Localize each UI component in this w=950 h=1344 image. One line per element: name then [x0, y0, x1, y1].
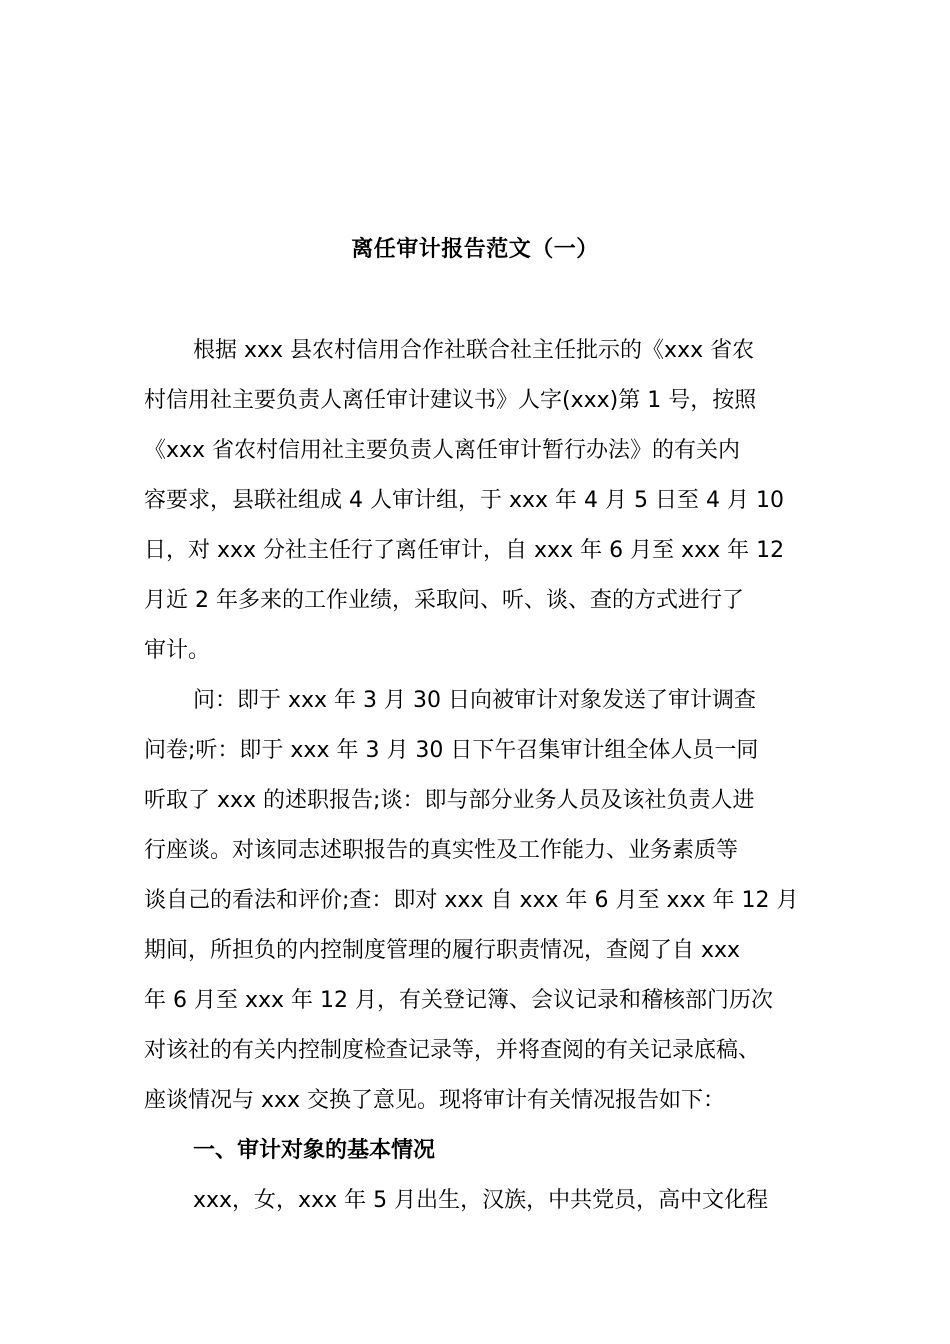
- paragraph-line: 问：即于 xxx 年 3 月 30 日向被审计对象发送了审计调查: [193, 688, 757, 713]
- paragraph-line: 容要求，县联社组成 4 人审计组，于 xxx 年 4 月 5 日至 4 月 10: [144, 488, 784, 513]
- paragraph-line: 期间，所担负的内控制度管理的履行职责情况，查阅了自 xxx: [144, 938, 741, 963]
- paragraph-line: 日，对 xxx 分社主任行了离任审计，自 xxx 年 6 月至 xxx 年 12: [144, 538, 785, 563]
- paragraph-line: 月近 2 年多来的工作业绩，采取问、听、谈、查的方式进行了: [144, 588, 744, 613]
- paragraph-line: 《xxx 省农村信用社主要负责人离任审计暂行办法》的有关内: [144, 438, 741, 463]
- paragraph-line: 根据 xxx 县农村信用合作社联合社主任批示的《xxx 省农: [193, 338, 755, 363]
- paragraph-line: 听取了 xxx 的述职报告;谈：即与部分业务人员及该社负责人进: [144, 788, 755, 813]
- paragraph-line: 审计。: [144, 638, 211, 663]
- paragraph-line: 座谈情况与 xxx 交换了意见。现将审计有关情况报告如下：: [144, 1088, 726, 1113]
- paragraph-line: 年 6 月至 xxx 年 12 月，有关登记簿、会议记录和稽核部门历次: [144, 988, 774, 1013]
- paragraph-line: 谈自己的看法和评价;查：即对 xxx 自 xxx 年 6 月至 xxx 年 12 月: [144, 888, 799, 913]
- document-title: 离任审计报告范文（一）: [351, 237, 599, 262]
- paragraph-line: 对该社的有关内控制度检查记录等，并将查阅的有关记录底稿、: [144, 1038, 761, 1063]
- paragraph-line: xxx，女，xxx 年 5 月出生，汉族，中共党员，高中文化程: [193, 1188, 769, 1213]
- paragraph-line: 问卷;听：即于 xxx 年 3 月 30 日下午召集审计组全体人员一同: [144, 738, 759, 763]
- paragraph-line: 行座谈。对该同志述职报告的真实性及工作能力、业务素质等: [144, 838, 739, 863]
- section-heading: 一、审计对象的基本情况: [193, 1138, 436, 1163]
- paragraph-line: 村信用社主要负责人离任审计建议书》人字(xxx)第 1 号，按照: [144, 388, 757, 413]
